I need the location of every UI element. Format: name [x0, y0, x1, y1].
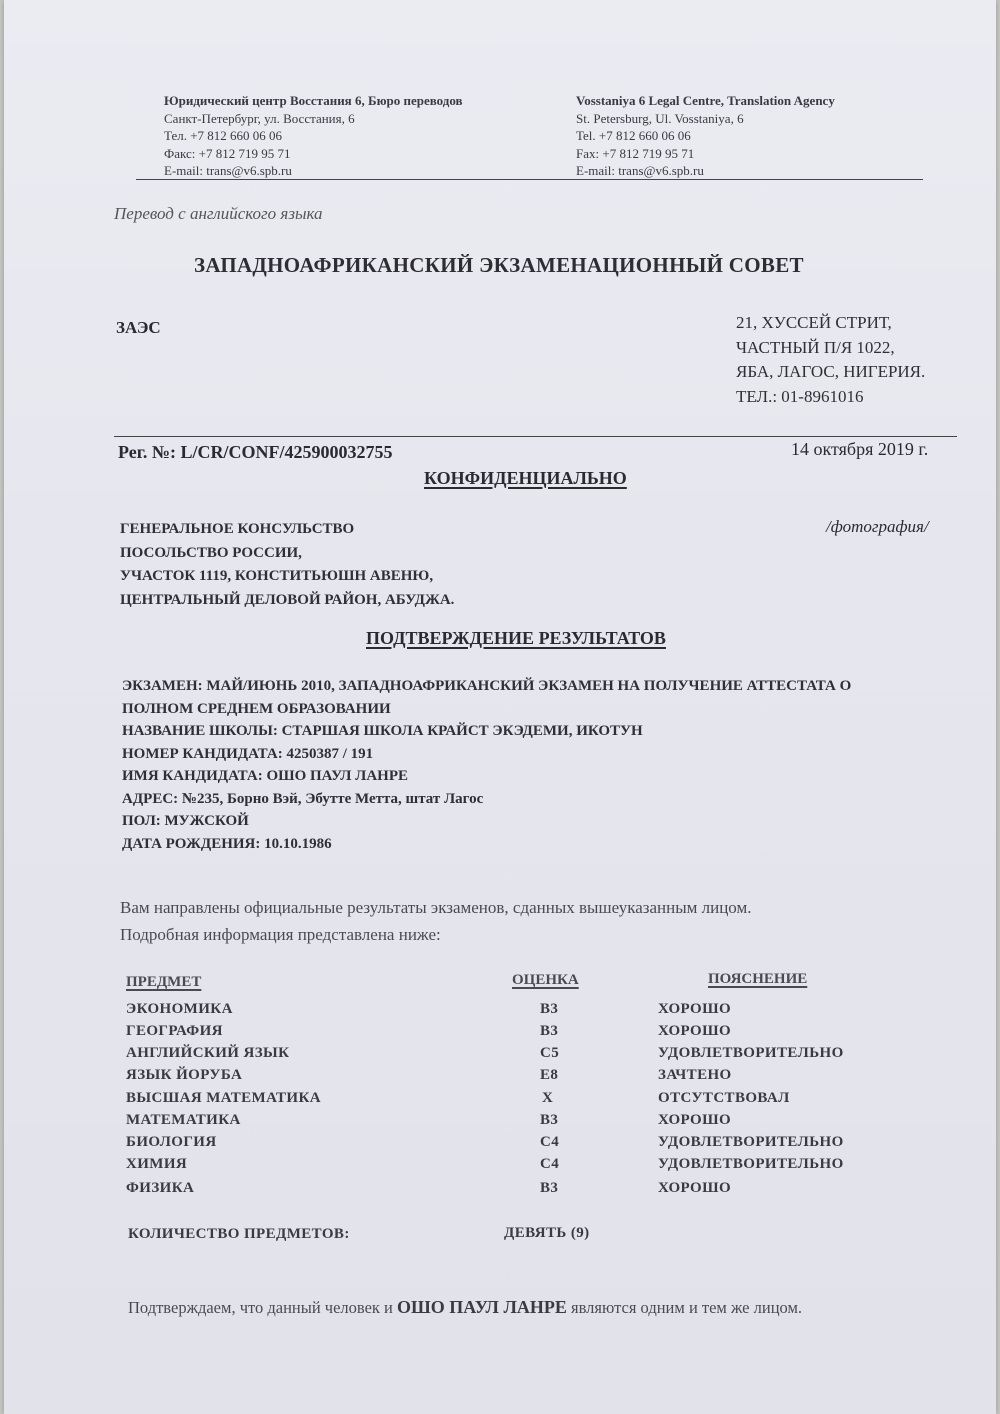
table-row: [4, 1023, 996, 1045]
grade-cell: B3: [540, 1112, 559, 1128]
recipient-line: ЦЕНТРАЛЬНЫЙ ДЕЛОВОЙ РАЙОН, АБУДЖА.: [120, 591, 455, 608]
remark-cell: ЗАЧТЕНО: [658, 1067, 732, 1083]
grade-cell: C4: [540, 1134, 560, 1150]
candidate-number: НОМЕР КАНДИДАТА: 4250387 / 191: [122, 745, 374, 762]
subject-count-value: ДЕВЯТЬ (9): [504, 1225, 590, 1241]
intro-line: Вам направлены официальные результаты экзаменов, сданных вышеуказанным лицом.: [120, 898, 752, 917]
council-address: [736, 311, 925, 409]
recipient-block: [120, 518, 454, 612]
registration-divider: [114, 436, 957, 437]
letterhead-en-address: St. Petersburg, Ul. Vosstaniya, 6: [576, 110, 744, 126]
council-address-line: ТЕЛ.: 01-8961016: [736, 386, 864, 406]
grade-cell: B3: [540, 1180, 559, 1196]
grade-cell: X: [542, 1090, 554, 1106]
letterhead-ru-fax: Факс: +7 812 719 95 71: [164, 145, 291, 161]
exam-line: ЭКЗАМЕН: МАЙ/ИЮНЬ 2010, ЗАПАДНОАФРИКАНСКИЙ ЭКЗАМЕН НА ПОЛУЧЕНИЕ АТТЕСТАТА О: [122, 678, 852, 694]
subject-cell: ГЕОГРАФИЯ: [126, 1023, 223, 1039]
exam-line: ПОЛНОМ СРЕДНЕМ ОБРАЗОВАНИИ: [122, 700, 391, 717]
table-header-remark: ПОЯСНЕНИЕ: [708, 971, 808, 987]
subject-count-label: КОЛИЧЕСТВО ПРЕДМЕТОВ:: [128, 1226, 350, 1242]
grade-cell: E8: [540, 1067, 559, 1083]
subject-cell: ХИМИЯ: [126, 1156, 188, 1172]
letterhead-ru-title: Юридический центр Восстания 6, Бюро переводов: [164, 93, 463, 108]
candidate-dob: ДАТА РОЖДЕНИЯ: 10.10.1986: [122, 835, 332, 852]
results-heading: ПОДТВЕРЖДЕНИЕ РЕЗУЛЬТАТОВ: [366, 628, 666, 648]
grade-cell: C5: [540, 1045, 560, 1061]
recipient-line: УЧАСТОК 1119, КОНСТИТЬЮШН АВЕНЮ,: [120, 568, 434, 584]
school-name: НАЗВАНИЕ ШКОЛЫ: СТАРШАЯ ШКОЛА КРАЙСТ ЭКЭДЕМИ, ИКОТУН: [122, 723, 643, 739]
council-address-line: 21, ХУССЕЙ СТРИТ,: [736, 313, 892, 332]
letterhead-en-phone: Tel. +7 812 660 06 06: [576, 128, 691, 143]
remark-cell: ХОРОШО: [658, 1023, 732, 1039]
table-row: [4, 1112, 996, 1134]
remark-cell: УДОВЛЕТВОРИТЕЛЬНО: [658, 1045, 844, 1061]
subject-cell: ВЫСШАЯ МАТЕМАТИКА: [126, 1090, 321, 1106]
subject-cell: АНГЛИЙСКИЙ ЯЗЫК: [126, 1045, 290, 1061]
letterhead-en-email: E-mail: trans@v6.spb.ru: [576, 163, 704, 178]
letterhead-en: [576, 92, 835, 180]
table-row: [4, 1001, 996, 1023]
candidate-address: АДРЕС: №235, Борно Вэй, Эбутте Метта, штат Лагос: [122, 790, 484, 807]
letterhead-ru: [164, 92, 463, 180]
candidate-info: [122, 675, 851, 855]
recipient-line: ГЕНЕРАЛЬНОЕ КОНСУЛЬСТВО: [120, 521, 355, 537]
subject-cell: ЯЗЫК ЙОРУБА: [126, 1067, 243, 1083]
document-date: 14 октября 2019 г.: [791, 439, 929, 459]
remark-cell: ХОРОШО: [658, 1180, 732, 1196]
intro-line: Подробная информация представлена ниже:: [120, 925, 441, 944]
letterhead-ru-phone: Тел. +7 812 660 06 06: [164, 128, 283, 143]
table-row: [4, 1067, 996, 1089]
table-row: [4, 1134, 996, 1156]
identity-confirmation: [128, 1294, 802, 1321]
council-abbreviation: ЗАЭС: [116, 318, 161, 337]
letterhead-ru-email: E-mail: trans@v6.spb.ru: [164, 163, 292, 178]
remark-cell: УДОВЛЕТВОРИТЕЛЬНО: [658, 1156, 844, 1172]
photo-note: /фотография/: [826, 517, 929, 536]
council-address-line: ЯБА, ЛАГОС, НИГЕРИЯ.: [736, 362, 926, 381]
grade-cell: B3: [540, 1001, 559, 1017]
grade-cell: B3: [540, 1023, 559, 1039]
confirmation-name: ОШО ПАУЛ ЛАНРЕ: [397, 1297, 567, 1317]
letterhead-en-fax: Fax: +7 812 719 95 71: [576, 145, 695, 161]
confidential-heading: КОНФИДЕНЦИАЛЬНО: [424, 468, 627, 488]
subject-cell: МАТЕМАТИКА: [126, 1112, 241, 1128]
table-row: [4, 1090, 996, 1112]
remark-cell: ХОРОШО: [658, 1001, 732, 1017]
registration-number: Рег. №: L/CR/CONF/425900032755: [118, 442, 393, 462]
remark-cell: УДОВЛЕТВОРИТЕЛЬНО: [658, 1134, 844, 1150]
council-title: ЗАПАДНОАФРИКАНСКИЙ ЭКЗАМЕНАЦИОННЫЙ СОВЕТ: [194, 253, 804, 277]
candidate-name: ИМЯ КАНДИДАТА: ОШО ПАУЛ ЛАНРЕ: [122, 768, 408, 784]
letterhead-ru-address: Санкт-Петербург, ул. Восстания, 6: [164, 110, 355, 126]
grade-cell: C4: [540, 1156, 560, 1172]
letterhead-divider: [136, 179, 923, 180]
document-page: [4, 0, 996, 1414]
remark-cell: ОТСУТСТВОВАЛ: [658, 1090, 790, 1106]
intro-text: [120, 894, 752, 948]
candidate-sex: ПОЛ: МУЖСКОЙ: [122, 813, 249, 829]
subject-cell: ФИЗИКА: [126, 1180, 195, 1196]
subject-cell: ЭКОНОМИКА: [126, 1001, 233, 1017]
table-header-grade: ОЦЕНКА: [512, 972, 579, 988]
table-row: [4, 1180, 996, 1202]
recipient-line: ПОСОЛЬСТВО РОССИИ,: [120, 544, 302, 561]
confirmation-text: Подтверждаем, что данный человек и: [128, 1298, 398, 1317]
translation-note: Перевод с английского языка: [114, 204, 323, 223]
table-header-subject: ПРЕДМЕТ: [126, 974, 202, 990]
table-row: [4, 1156, 996, 1178]
letterhead-en-title: Vosstaniya 6 Legal Centre, Translation Agency: [576, 93, 835, 108]
table-row: [4, 1045, 996, 1067]
remark-cell: ХОРОШО: [658, 1112, 732, 1128]
confirmation-text: являются одним и тем же лицом.: [566, 1298, 803, 1317]
council-address-line: ЧАСТНЫЙ П/Я 1022,: [736, 337, 895, 357]
subject-cell: БИОЛОГИЯ: [126, 1134, 217, 1150]
